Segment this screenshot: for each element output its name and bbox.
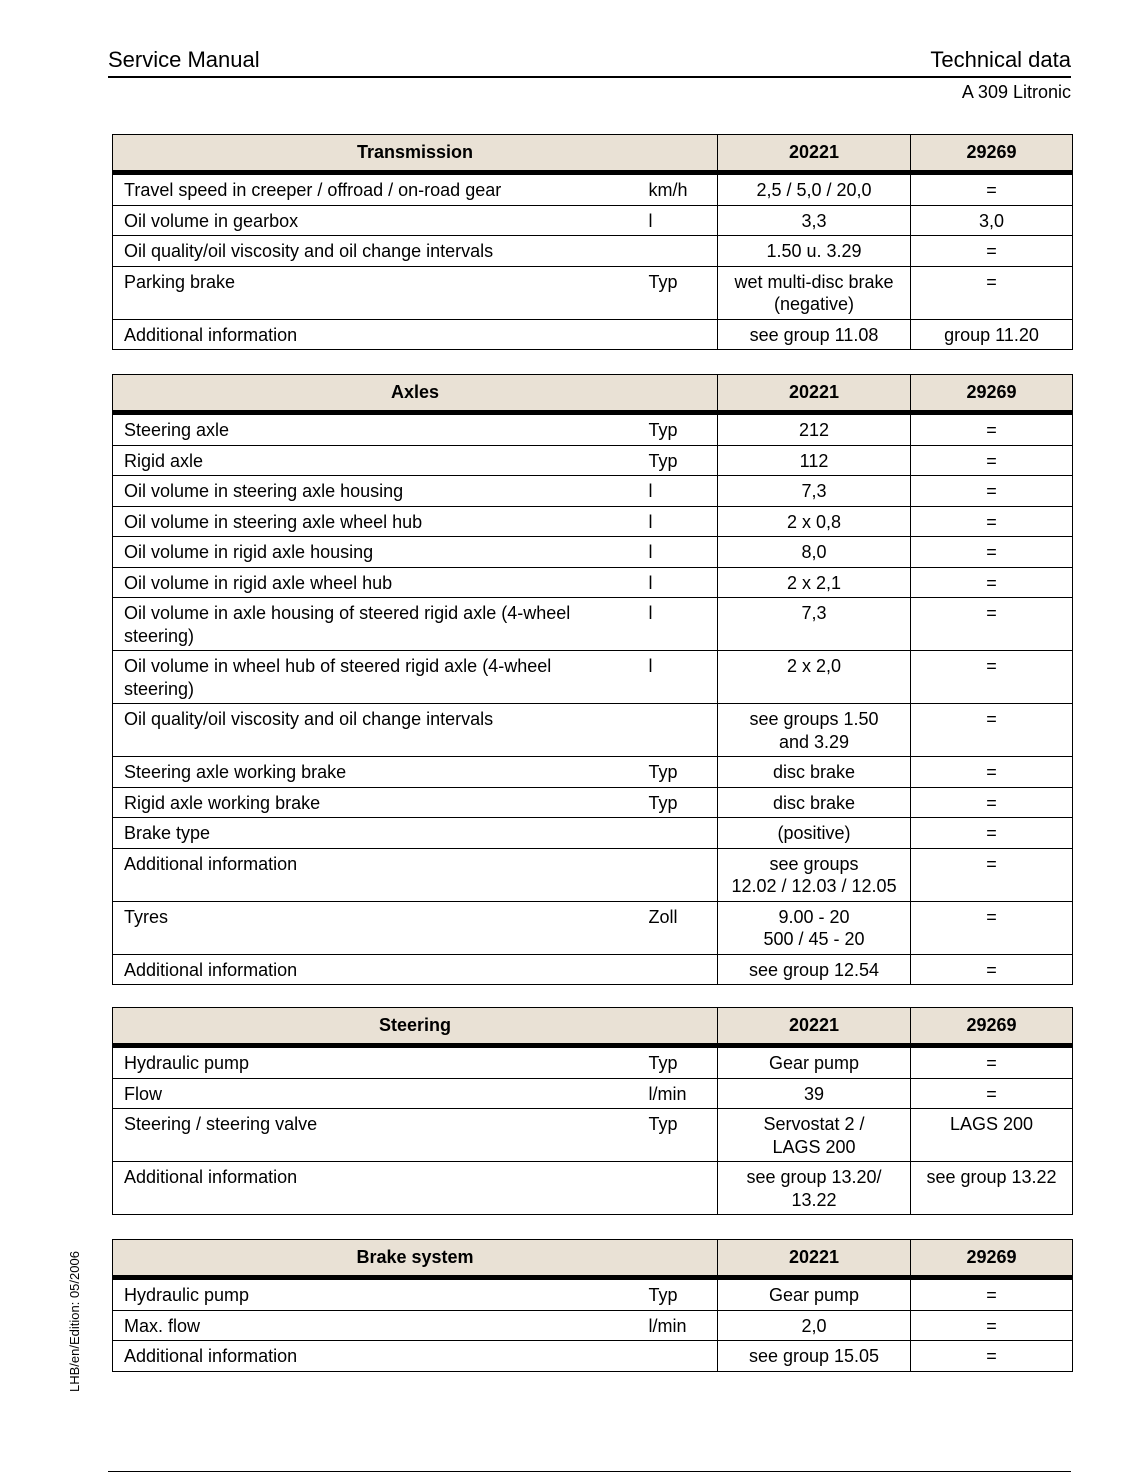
row-value-20221: see group 15.05 bbox=[718, 1341, 911, 1372]
header-rule bbox=[108, 76, 1071, 78]
column-header: 20221 bbox=[718, 1008, 911, 1046]
row-value-29269: see group 13.22 bbox=[911, 1162, 1073, 1215]
table-header-row bbox=[113, 375, 1073, 413]
table-row bbox=[113, 757, 1073, 788]
row-unit: l bbox=[638, 651, 718, 704]
row-value-29269: = bbox=[911, 1078, 1073, 1109]
row-label: Parking brake bbox=[113, 266, 638, 319]
row-label: Oil quality/oil viscosity and oil change intervals bbox=[113, 704, 718, 757]
row-value-20221: 2 x 2,1 bbox=[718, 567, 911, 598]
row-value-29269: = bbox=[911, 266, 1073, 319]
row-value-20221: disc brake bbox=[718, 787, 911, 818]
table-row bbox=[113, 787, 1073, 818]
row-label: Steering axle working brake bbox=[113, 757, 638, 788]
row-unit: Typ bbox=[638, 1109, 718, 1162]
table-row bbox=[113, 848, 1073, 901]
row-value-29269: = bbox=[911, 848, 1073, 901]
row-value-29269: = bbox=[911, 954, 1073, 985]
row-unit: l/min bbox=[638, 1310, 718, 1341]
row-unit: Typ bbox=[638, 1046, 718, 1079]
row-value-20221: see groups 1.50 and 3.29 bbox=[718, 704, 911, 757]
row-value-20221: 112 bbox=[718, 445, 911, 476]
row-label: Travel speed in creeper / offroad / on-road gear bbox=[113, 173, 638, 206]
row-unit: l bbox=[638, 205, 718, 236]
table-row bbox=[113, 704, 1073, 757]
row-value-20221: disc brake bbox=[718, 757, 911, 788]
row-label: Additional information bbox=[113, 848, 718, 901]
table-row bbox=[113, 319, 1073, 350]
row-unit: Typ bbox=[638, 757, 718, 788]
row-value-20221: Gear pump bbox=[718, 1046, 911, 1079]
row-unit: Typ bbox=[638, 266, 718, 319]
header-right-title: Technical data bbox=[930, 47, 1071, 72]
row-label: Oil volume in rigid axle wheel hub bbox=[113, 567, 638, 598]
row-value-20221: 2,5 / 5,0 / 20,0 bbox=[718, 173, 911, 206]
table-row bbox=[113, 413, 1073, 446]
row-label: Oil volume in gearbox bbox=[113, 205, 638, 236]
row-label: Rigid axle working brake bbox=[113, 787, 638, 818]
column-header: 29269 bbox=[911, 1008, 1073, 1046]
row-label: Steering / steering valve bbox=[113, 1109, 638, 1162]
table-row bbox=[113, 1278, 1073, 1311]
table-row bbox=[113, 1078, 1073, 1109]
row-value-20221: 2 x 2,0 bbox=[718, 651, 911, 704]
row-value-20221: 7,3 bbox=[718, 476, 911, 507]
table-row bbox=[113, 173, 1073, 206]
section-title: Steering bbox=[113, 1008, 718, 1046]
row-value-29269: = bbox=[911, 567, 1073, 598]
row-label: Hydraulic pump bbox=[113, 1278, 638, 1311]
row-value-29269: = bbox=[911, 537, 1073, 568]
row-label: Rigid axle bbox=[113, 445, 638, 476]
row-unit: Typ bbox=[638, 1278, 718, 1311]
column-header: 20221 bbox=[718, 1240, 911, 1278]
row-value-20221: see group 12.54 bbox=[718, 954, 911, 985]
table-row bbox=[113, 476, 1073, 507]
row-value-29269: = bbox=[911, 413, 1073, 446]
row-unit: Typ bbox=[638, 413, 718, 446]
row-value-29269: = bbox=[911, 787, 1073, 818]
table-row bbox=[113, 236, 1073, 267]
row-value-20221: 39 bbox=[718, 1078, 911, 1109]
row-value-29269: = bbox=[911, 236, 1073, 267]
table-header-row bbox=[113, 1008, 1073, 1046]
row-value-20221: 1.50 u. 3.29 bbox=[718, 236, 911, 267]
table-row bbox=[113, 818, 1073, 849]
row-value-29269: = bbox=[911, 173, 1073, 206]
spec-table-axles bbox=[112, 374, 1073, 985]
row-value-20221: 2 x 0,8 bbox=[718, 506, 911, 537]
row-label: Steering axle bbox=[113, 413, 638, 446]
row-value-29269: LAGS 200 bbox=[911, 1109, 1073, 1162]
row-value-29269: = bbox=[911, 506, 1073, 537]
row-value-29269: group 11.20 bbox=[911, 319, 1073, 350]
row-value-20221: wet multi-disc brake (negative) bbox=[718, 266, 911, 319]
table-row bbox=[113, 266, 1073, 319]
table-header-row bbox=[113, 135, 1073, 173]
header-left-title: Service Manual bbox=[108, 47, 260, 72]
row-label: Oil volume in steering axle housing bbox=[113, 476, 638, 507]
column-header: 20221 bbox=[718, 135, 911, 173]
row-unit: l bbox=[638, 506, 718, 537]
row-label: Oil quality/oil viscosity and oil change intervals bbox=[113, 236, 718, 267]
table-row bbox=[113, 651, 1073, 704]
row-value-20221: 3,3 bbox=[718, 205, 911, 236]
row-unit: l bbox=[638, 598, 718, 651]
row-value-20221: see groups 12.02 / 12.03 / 12.05 bbox=[718, 848, 911, 901]
row-label: Additional information bbox=[113, 954, 718, 985]
row-label: Brake type bbox=[113, 818, 718, 849]
spec-table-transmission bbox=[112, 134, 1073, 350]
row-value-29269: = bbox=[911, 651, 1073, 704]
table-header-row bbox=[113, 1240, 1073, 1278]
row-value-20221: Servostat 2 / LAGS 200 bbox=[718, 1109, 911, 1162]
row-value-29269: = bbox=[911, 818, 1073, 849]
row-value-20221: see group 13.20/ 13.22 bbox=[718, 1162, 911, 1215]
row-unit: Typ bbox=[638, 445, 718, 476]
row-unit: l bbox=[638, 537, 718, 568]
row-value-20221: 9.00 - 20 500 / 45 - 20 bbox=[718, 901, 911, 954]
row-value-29269: = bbox=[911, 1046, 1073, 1079]
row-value-29269: 3,0 bbox=[911, 205, 1073, 236]
side-edition-note: LHB/en/Edition: 05/2006 bbox=[67, 1251, 82, 1392]
row-label: Oil volume in axle housing of steered rigid axle (4-wheel steering) bbox=[113, 598, 638, 651]
table-row bbox=[113, 1310, 1073, 1341]
row-value-29269: = bbox=[911, 1278, 1073, 1311]
column-header: 29269 bbox=[911, 375, 1073, 413]
column-header: 29269 bbox=[911, 135, 1073, 173]
spec-table-steering bbox=[112, 1007, 1073, 1215]
row-value-29269: = bbox=[911, 445, 1073, 476]
table-row bbox=[113, 1046, 1073, 1079]
table-row bbox=[113, 537, 1073, 568]
row-label: Flow bbox=[113, 1078, 638, 1109]
table-row bbox=[113, 445, 1073, 476]
row-label: Max. flow bbox=[113, 1310, 638, 1341]
row-label: Oil volume in rigid axle housing bbox=[113, 537, 638, 568]
row-value-20221: 212 bbox=[718, 413, 911, 446]
table-row bbox=[113, 901, 1073, 954]
table-row bbox=[113, 506, 1073, 537]
row-unit: Zoll bbox=[638, 901, 718, 954]
spec-table-brake-system bbox=[112, 1239, 1073, 1372]
table-row bbox=[113, 1162, 1073, 1215]
header-model: A 309 Litronic bbox=[961, 82, 1071, 102]
row-unit: l bbox=[638, 567, 718, 598]
row-value-29269: = bbox=[911, 704, 1073, 757]
row-unit: Typ bbox=[638, 787, 718, 818]
row-unit: km/h bbox=[638, 173, 718, 206]
footer-rule bbox=[108, 1471, 1071, 1472]
section-title: Axles bbox=[113, 375, 718, 413]
column-header: 29269 bbox=[911, 1240, 1073, 1278]
row-value-29269: = bbox=[911, 1341, 1073, 1372]
section-title: Brake system bbox=[113, 1240, 718, 1278]
row-value-20221: 7,3 bbox=[718, 598, 911, 651]
table-row bbox=[113, 567, 1073, 598]
row-label: Oil volume in wheel hub of steered rigid axle (4-wheel steering) bbox=[113, 651, 638, 704]
row-value-20221: Gear pump bbox=[718, 1278, 911, 1311]
row-value-29269: = bbox=[911, 901, 1073, 954]
row-label: Tyres bbox=[113, 901, 638, 954]
table-row bbox=[113, 205, 1073, 236]
row-label: Additional information bbox=[113, 1341, 718, 1372]
column-header: 20221 bbox=[718, 375, 911, 413]
row-value-20221: (positive) bbox=[718, 818, 911, 849]
row-value-29269: = bbox=[911, 757, 1073, 788]
row-unit: l bbox=[638, 476, 718, 507]
row-value-20221: see group 11.08 bbox=[718, 319, 911, 350]
table-row bbox=[113, 598, 1073, 651]
row-label: Oil volume in steering axle wheel hub bbox=[113, 506, 638, 537]
section-title: Transmission bbox=[113, 135, 718, 173]
table-row bbox=[113, 1341, 1073, 1372]
row-unit: l/min bbox=[638, 1078, 718, 1109]
row-value-29269: = bbox=[911, 598, 1073, 651]
row-value-29269: = bbox=[911, 476, 1073, 507]
row-label: Hydraulic pump bbox=[113, 1046, 638, 1079]
row-label: Additional information bbox=[113, 319, 718, 350]
row-value-20221: 8,0 bbox=[718, 537, 911, 568]
row-value-29269: = bbox=[911, 1310, 1073, 1341]
table-row bbox=[113, 954, 1073, 985]
row-value-20221: 2,0 bbox=[718, 1310, 911, 1341]
table-row bbox=[113, 1109, 1073, 1162]
row-label: Additional information bbox=[113, 1162, 718, 1215]
